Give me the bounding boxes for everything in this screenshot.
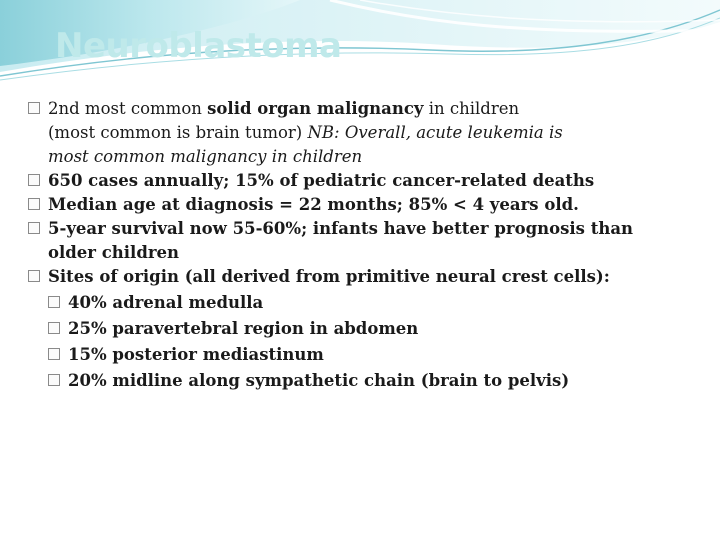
square-bullet-icon (48, 374, 60, 386)
square-bullet-icon (28, 102, 40, 114)
list-item (28, 217, 708, 265)
square-bullet-icon (48, 348, 60, 360)
square-bullet-icon (28, 270, 40, 282)
bullet-text: 40% adrenal medulla (68, 293, 264, 312)
bullet-text: Median age at diagnosis = 22 months; 85% < 4 years old. (48, 195, 579, 214)
sub-list-item (48, 317, 708, 341)
bullet-list (28, 97, 708, 393)
bullet-line: older children (48, 243, 180, 262)
square-bullet-icon (48, 296, 60, 308)
list-item (28, 169, 708, 193)
sub-list-item (48, 369, 708, 393)
bullet-text: 20% midline along sympathetic chain (brain to pelvis) (68, 371, 570, 390)
bullet-line: 5-year survival now 55-60%; infants have better prognosis than (48, 219, 634, 238)
bullet-text: Sites of origin (all derived from primitive neural crest cells): (48, 267, 610, 286)
list-item (28, 265, 708, 289)
bullet-text: 25% paravertebral region in abdomen (68, 319, 419, 338)
slide-title: Neuroblastoma (55, 26, 342, 66)
bullet-line: (most common is brain tumor) NB: Overall, acute leukemia is (48, 123, 563, 142)
list-item (28, 193, 708, 217)
bullet-text: 650 cases annually; 15% of pediatric cancer-related deaths (48, 171, 595, 190)
list-item (28, 97, 708, 169)
square-bullet-icon (28, 198, 40, 210)
bullet-line: 2nd most common solid organ malignancy in children (48, 99, 520, 118)
bullet-text: 15% posterior mediastinum (68, 345, 324, 364)
square-bullet-icon (48, 322, 60, 334)
sub-list-item (48, 343, 708, 367)
square-bullet-icon (28, 222, 40, 234)
sub-list-item (48, 291, 708, 315)
square-bullet-icon (28, 174, 40, 186)
bullet-line: most common malignancy in children (48, 147, 363, 166)
